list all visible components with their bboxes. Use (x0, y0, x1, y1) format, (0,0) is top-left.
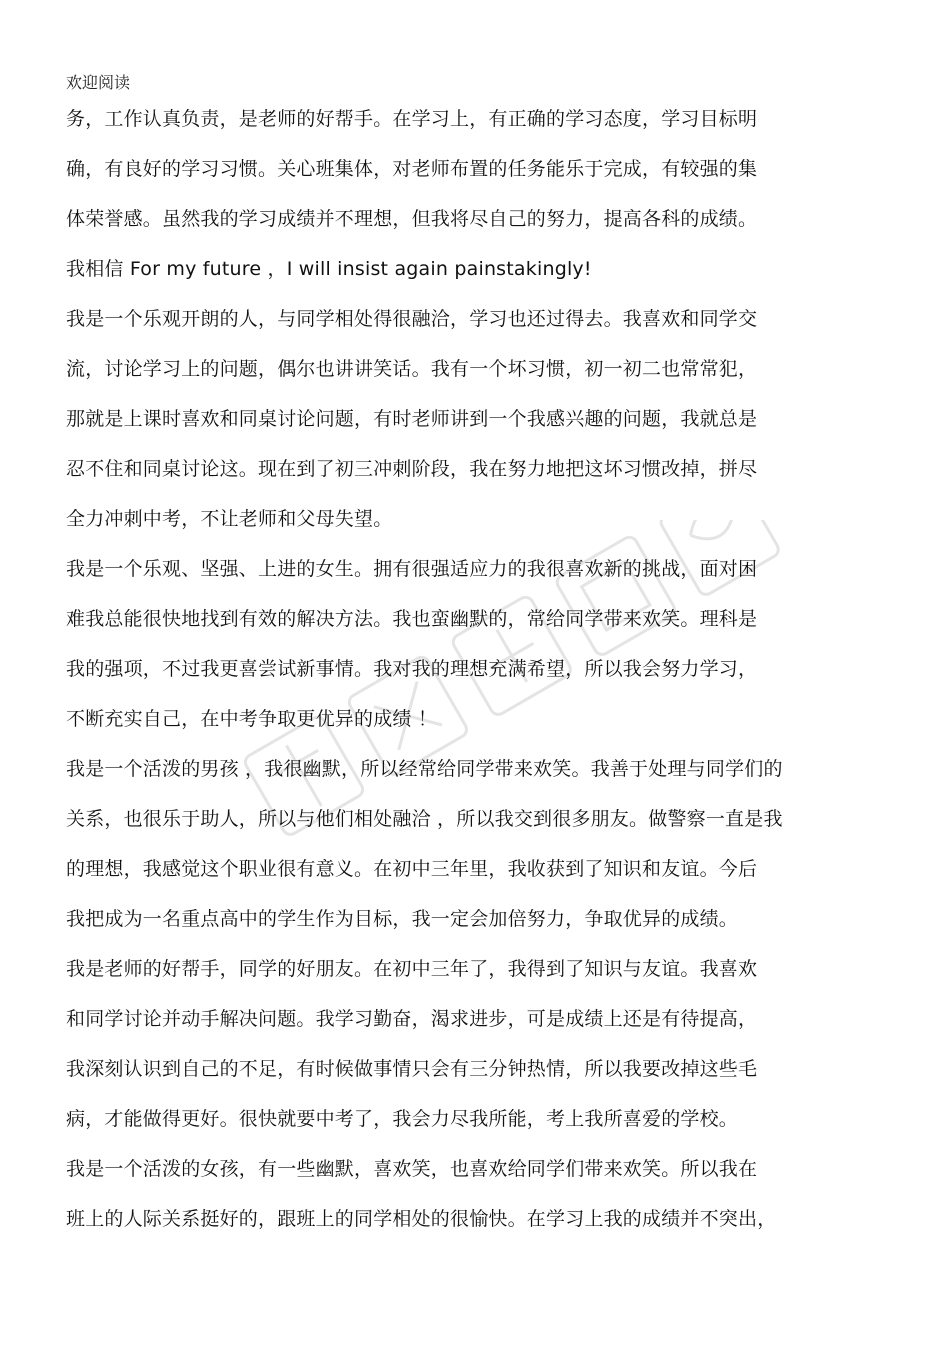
text-line: 病，才能做得更好。很快就要中考了，我会力尽我所能，考上我所喜爱的学校。 (66, 1108, 739, 1130)
text-line: 的理想，我感觉这个职业很有意义。在初中三年里，我收获到了知识和友谊。今后 (66, 858, 758, 880)
text-line: 我相信 For my future ，I will insist again painstakingly! (66, 258, 592, 280)
text-line: 不断充实自己，在中考争取更优异的成绩 ！ (66, 708, 438, 730)
text-line: 难我总能很快地找到有效的解决方法。我也蛮幽默的，常给同学带来欢笑。理科是 (66, 608, 758, 630)
text-line: 我是一个乐观开朗的人，与同学相处得很融洽，学习也还过得去。我喜欢和同学交 (66, 308, 758, 330)
text-line: 全力冲刺中考，不让老师和父母失望。 (66, 508, 393, 530)
text-line: 确，有良好的学习习惯。关心班集体，对老师布置的任务能乐于完成，有较强的集 (66, 158, 758, 180)
text-line: 我是一个乐观、坚强、上进的女生。拥有很强适应力的我很喜欢新的挑战，面对困 (66, 558, 758, 580)
text-line: 我的强项，不过我更喜尝试新事情。我对我的理想充满希望，所以我会努力学习， (66, 658, 758, 680)
document-body (66, 100, 886, 1250)
text-line: 体荣誉感。虽然我的学习成绩并不理想，但我将尽自己的努力，提高各科的成绩。 (66, 208, 758, 230)
text-line: 那就是上课时喜欢和同桌讨论问题，有时老师讲到一个我感兴趣的问题，我就总是 (66, 408, 758, 430)
text-line: 忍不住和同桌讨论这。现在到了初三冲刺阶段，我在努力地把这坏习惯改掉，拼尽 (66, 458, 758, 480)
text-line: 务，工作认真负责，是老师的好帮手。在学习上，有正确的学习态度，学习目标明 (66, 108, 758, 130)
text-line: 我是一个活泼的男孩 ，我很幽默，所以经常给同学带来欢笑。我善于处理与同学们的 (66, 758, 783, 780)
text-line: 关系，也很乐于助人，所以与他们相处融洽 ，所以我交到很多朋友。做警察一直是我 (66, 808, 783, 830)
text-line: 班上的人际关系挺好的，跟班上的同学相处的很愉快。在学习上我的成绩并不突出， (66, 1208, 777, 1230)
text-line: 和同学讨论并动手解决问题。我学习勤奋，渴求进步，可是成绩上还是有待提高， (66, 1008, 758, 1030)
text-line: 我是一个活泼的女孩，有一些幽默，喜欢笑，也喜欢给同学们带来欢笑。所以我在 (66, 1158, 758, 1180)
text-line: 我深刻认识到自己的不足，有时候做事情只会有三分钟热情，所以我要改掉这些毛 (66, 1058, 758, 1080)
page-header: 欢迎阅读 (66, 73, 131, 92)
text-line: 流，讨论学习上的问题，偶尔也讲讲笑话。我有一个坏习惯，初一初二也常常犯， (66, 358, 758, 380)
text-line: 我是老师的好帮手，同学的好朋友。在初中三年了，我得到了知识与友谊。我喜欢 (66, 958, 758, 980)
text-line: 我把成为一名重点高中的学生作为目标，我一定会加倍努力，争取优异的成绩。 (66, 908, 739, 930)
